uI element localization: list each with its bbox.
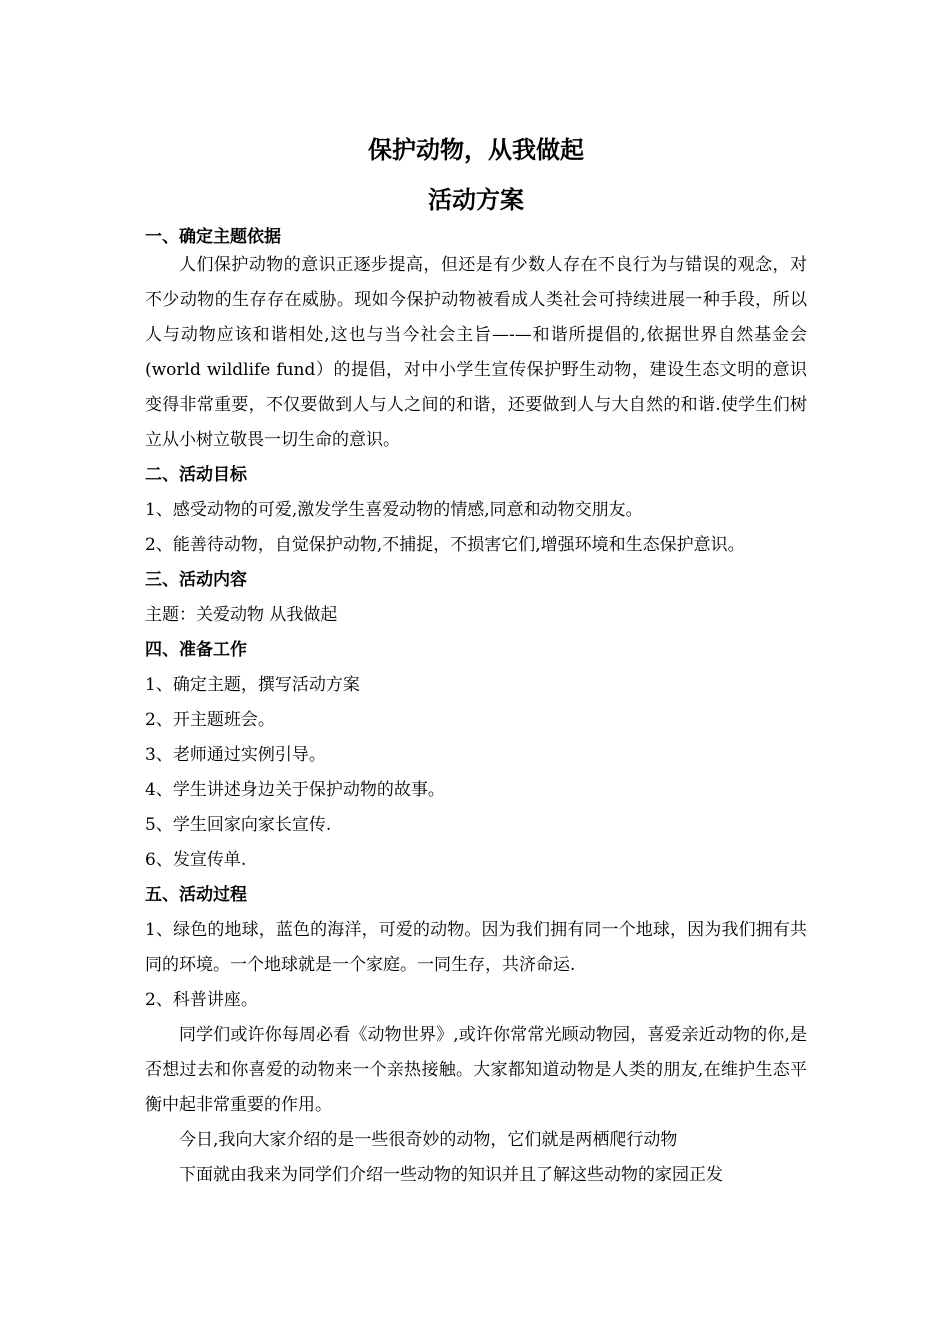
list-item: 6、发宣传单. — [145, 850, 247, 870]
list-item: 1、绿色的地球，蓝色的海洋，可爱的动物。因为我们拥有同一个地球，因为我们拥有共同的环境。一个地球就是一个家庭。一同生存，共济命运. — [145, 920, 807, 975]
section-paragraph: 同学们或许你每周必看《动物世界》,或许你常常光顾动物园，喜爱亲近动物的你,是否想过去和你喜爱的动物来一个亲热接触。大家都知道动物是人类的朋友,在维护生态平衡中起非常重要的作用。 — [145, 1025, 807, 1115]
section-paragraph: 人们保护动物的意识正逐步提高，但还是有少数人存在不良行为与错误的观念，对不少动物的生存存在威胁。现如今保护动物被看成人类社会可持续进展一种手段，所以人与动物应该和谐相处,这也与当今社会主旨—-—和谐所提倡的,依据世界自然基金会(world wildlife fund）的提倡，对中小学生宣传保护野生动物，建设生态文明的意识变得非常重要，不仅要做到人与人之间的和谐，还要做到人与大自然的和谐.使学生们树立从小树立敬畏一切生命的意识。 — [145, 255, 807, 450]
list-item: 2、开主题班会。 — [145, 710, 275, 730]
section-heading: 五、活动过程 — [145, 885, 247, 905]
document-page — [145, 128, 807, 1193]
list-item: 1、感受动物的可爱,激发学生喜爱动物的情感,同意和动物交朋友。 — [145, 500, 643, 520]
document-subtitle: 活动方案 — [428, 186, 524, 214]
list-item: 3、老师通过实例引导。 — [145, 745, 326, 765]
section-heading: 一、确定主题依据 — [145, 227, 281, 247]
list-item: 2、科普讲座。 — [145, 990, 258, 1010]
section-paragraph: 今日,我向大家介绍的是一些很奇妙的动物，它们就是两栖爬行动物 — [179, 1130, 678, 1150]
section-heading: 三、活动内容 — [145, 570, 247, 590]
list-item: 1、确定主题，撰写活动方案 — [145, 675, 360, 695]
theme-line: 主题：关爱动物 从我做起 — [145, 605, 338, 625]
section-goals — [145, 458, 807, 563]
section-content — [145, 563, 807, 633]
section-paragraph: 下面就由我来为同学们介绍一些动物的知识并且了解这些动物的家园正发 — [179, 1165, 723, 1185]
section-heading: 四、准备工作 — [145, 640, 247, 660]
list-item: 4、学生讲述身边关于保护动物的故事。 — [145, 780, 445, 800]
section-heading: 二、活动目标 — [145, 465, 247, 485]
list-item: 5、学生回家向家长宣传. — [145, 815, 332, 835]
section-preparation — [145, 633, 807, 878]
document-title: 保护动物，从我做起 — [368, 136, 584, 164]
section-process — [145, 878, 807, 1193]
section-basis — [145, 226, 807, 458]
list-item: 2、能善待动物，自觉保护动物,不捕捉，不损害它们,增强环境和生态保护意识。 — [145, 535, 745, 555]
